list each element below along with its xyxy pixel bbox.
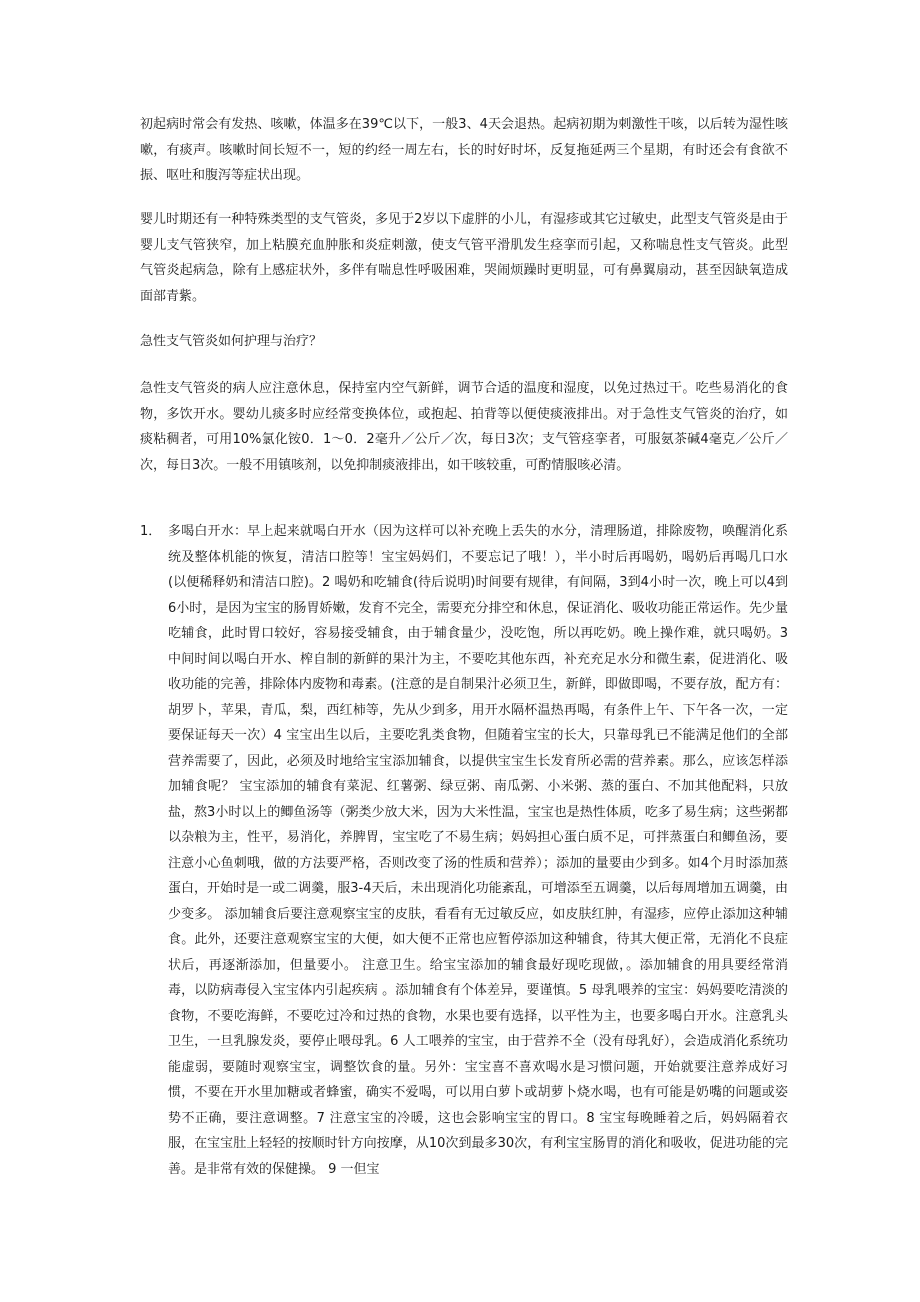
list-item bbox=[140, 519, 788, 1182]
list-marker: 1． bbox=[140, 524, 162, 539]
list-item-text: 多喝白开水：早上起来就喝白开水（因为这样可以补充晚上丢失的水分，清理肠道，排除废物，唤醒消化系统及整体机能的恢复，清洁口腔等！宝宝妈妈们，不要忘记了哦！），半小时后再喝奶，喝奶后再喝几口水(以便稀释奶和清洁口腔)。2 喝奶和吃辅食(待后说明)时间要有规律，有间隔，3到4小时一次，晚上可以4到6小时，是因为宝宝的肠胃娇嫩，发育不完全，需要充分排空和休息，保证消化、吸收功能正常运作。先少量吃辅食，此时胃口较好，容易接受辅食，由于辅食量少，没吃饱，所以再吃奶。晚上操作难，就只喝奶。3 中间时间以喝白开水、榨自制的新鲜的果汁为主，不要吃其他东西，补充充足水分和微生素，促进消化、吸收功能的完善，排除体内废物和毒素。(注意的是自制果汁必须卫生，新鲜，即做即喝，不要存放，配方有：胡罗卜，苹果，青瓜，梨，西红柿等，先从少到多，用开水隔杯温热再喝，有条件上午、下午各一次，一定要保证每天一次）4 宝宝出生以后，主要吃乳类食物，但随着宝宝的长大，只靠母乳已不能满足他们的全部营养需要了，因此，必须及时地给宝宝添加辅食，以提供宝宝生长发育所必需的营养素。那么，应该怎样添加辅食呢？ 宝宝添加的辅食有菜泥、红薯粥、绿豆粥、南瓜粥、小米粥、蒸的蛋白、不加其他配料，只放盐，熬3小时以上的鲫鱼汤等（粥类少放大米，因为大米性温，宝宝也是热性体质，吃多了易生病；这些粥都以杂粮为主，性平，易消化，养脾胃，宝宝吃了不易生病；妈妈担心蛋白质不足，可拌蒸蛋白和鲫鱼汤，要注意小心鱼刺哦，做的方法要严格，否则改变了汤的性质和营养）；添加的量要由少到多。如4个月时添加蒸蛋白，开始时是一或二调羹，服3-4天后，未出现消化功能紊乱，可增添至五调羹，以后每周增加五调羹，由少变多。 添加辅食后要注意观察宝宝的皮肤，看看有无过敏反应，如皮肤红肿，有湿疹，应停止添加这种辅食。此外，还要注意观察宝宝的大便，如大便不正常也应暂停添加这种辅食，待其大便正常，无消化不良症状后，再逐渐添加，但量要小。 注意卫生。给宝宝添加的辅食最好现吃现做，。添加辅食的用具要经常消毒，以防病毒侵入宝宝体内引起疾病 。添加辅食有个体差异，要谨慎。5 母乳喂养的宝宝：妈妈要吃清淡的食物，不要吃海鲜，不要吃过冷和过热的食物，水果也要有选择，以平性为主，也要多喝白开水。注意乳头卫生，一旦乳腺发炎，要停止喂母乳。6 人工喂养的宝宝，由于营养不全（没有母乳好），会造成消化系统功能虚弱，要随时观察宝宝，调整饮食的量。另外：宝宝喜不喜欢喝水是习惯问题，开始就要注意养成好习惯，不要在开水里加糖或者蜂蜜，确实不爱喝，可以用白萝卜或胡萝卜烧水喝，也有可能是奶嘴的问题或姿势不正确，要注意调整。7 注意宝宝的冷暖，这也会影响宝宝的胃口。8 宝宝每晚睡着之后，妈妈隔着衣服，在宝宝肚上轻轻的按顺时针方向按摩，从10次到最多30次，有利宝宝肠胃的消化和吸收，促进功能的完善。是非常有效的保健操。 9 一但宝 bbox=[168, 524, 788, 1177]
paragraph-question-heading: 急性支气管炎如何护理与治疗？ bbox=[140, 334, 323, 349]
paragraph-asthmatic-bronchitis: 婴儿时期还有一种特殊类型的支气管炎，多见于2岁以下虚胖的小儿，有湿疹或其它过敏史，此型支气管炎是由于婴儿支气管狭窄，加上粘膜充血肿胀和炎症刺激，使支气管平滑肌发生痉挛而引起，又称喘息性支气管炎。此型气管炎起病急，除有上感症状外，多伴有喘息性呼吸困难，哭闹烦躁时更明显，可有鼻翼扇动，甚至因缺氧造成面部青紫。 bbox=[140, 212, 788, 304]
paragraph-symptoms: 初起病时常会有发热、咳嗽，体温多在39℃以下，一般3、4天会退热。起病初期为刺激性干咳，以后转为湿性咳嗽，有痰声。咳嗽时间长短不一，短的约经一周左右，长的时好时坏，反复拖延两三个星期，有时还会有食欲不振、呕吐和腹泻等症状出现。 bbox=[140, 117, 788, 183]
paragraph-care-treatment: 急性支气管炎的病人应注意休息，保持室内空气新鲜，调节合适的温度和湿度，以免过热过干。吃些易消化的食物，多饮开水。婴幼儿痰多时应经常变换体位，或抱起、拍背等以便使痰液排出。对于急性支气管炎的治疗，如痰粘稠者，可用10%氯化铵0．1～0．2毫升／公斤／次，每日3次；支气管痉挛者，可服氨茶碱4毫克／公斤／次，每日3次。一般不用镇咳剂，以免抑制痰液排出，如干咳较重，可酌情服咳必清。 bbox=[140, 381, 788, 473]
numbered-list bbox=[140, 519, 788, 1182]
